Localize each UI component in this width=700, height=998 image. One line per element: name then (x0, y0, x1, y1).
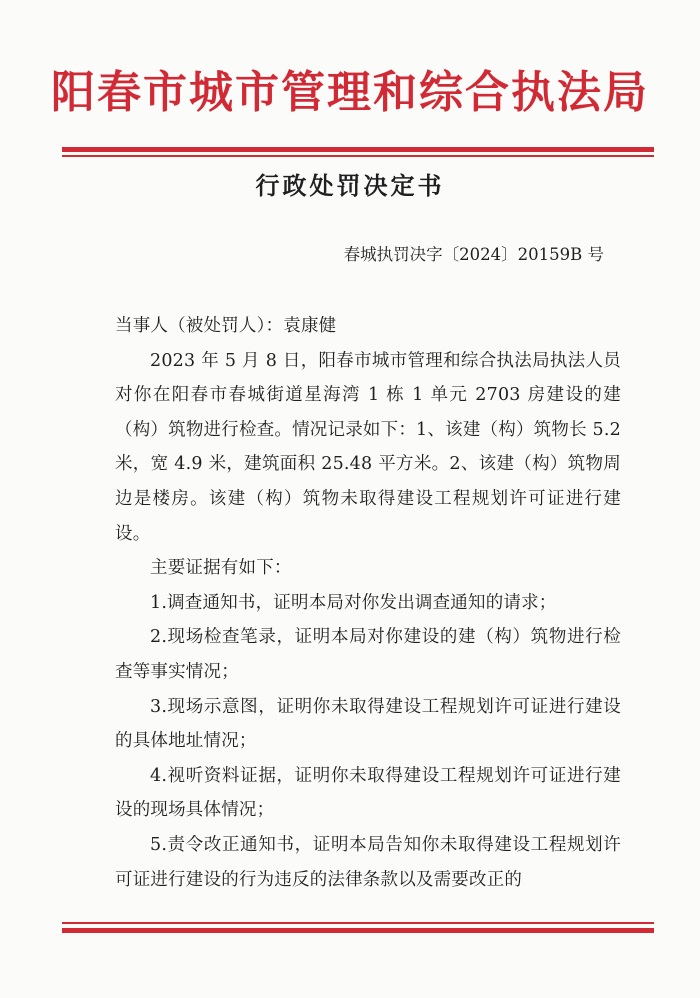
inspection-paragraph: 2023 年 5 月 8 日，阳春市城市管理和综合执法局执法人员对你在阳春市春城街道星海湾 1 栋 1 单元 2703 房建设的建（构）筑物进行检查。情况记录如下：1、该建（构）筑物长 5.2 米，宽 4.9 米，建筑面积 25.48 平方米。2、该建（构）筑物周边是楼房。该建（构）筑物未取得建设工程规划许可证进行建设。 (115, 350, 621, 544)
evidence-item: 4.视听资料证据，证明你未取得建设工程规划许可证进行建设的现场具体情况； (115, 765, 621, 821)
footer-rule-thin (62, 922, 654, 924)
evidence-intro: 主要证据有如下： (150, 558, 292, 579)
evidence-item: 3.现场示意图，证明你未取得建设工程规划许可证进行建设的具体地址情况； (115, 696, 621, 752)
document-body (115, 309, 621, 897)
document-title: 行政处罚决定书 (255, 171, 445, 200)
document-number: 春城执罚决字〔2024〕20159B 号 (343, 245, 604, 264)
footer-rule-thick (62, 928, 654, 933)
evidence-item: 2.现场检查笔录，证明本局对你建设的建（构）筑物进行检查等事实情况； (115, 627, 621, 682)
evidence-item: 1.调查通知书，证明本局对你发出调查通知的请求； (150, 592, 557, 613)
header-rule-thin (62, 155, 654, 157)
organization-header: 阳春市城市管理和综合执法局 (51, 67, 649, 118)
evidence-item: 5.责令改正通知书，证明本局告知你未取得建设工程规划许可证进行建设的行为违反的法律条款以及需要改正的 (115, 834, 621, 890)
header-rule-thick (62, 147, 654, 152)
party-line: 当事人（被处罚人）：袁康健 (115, 316, 337, 336)
